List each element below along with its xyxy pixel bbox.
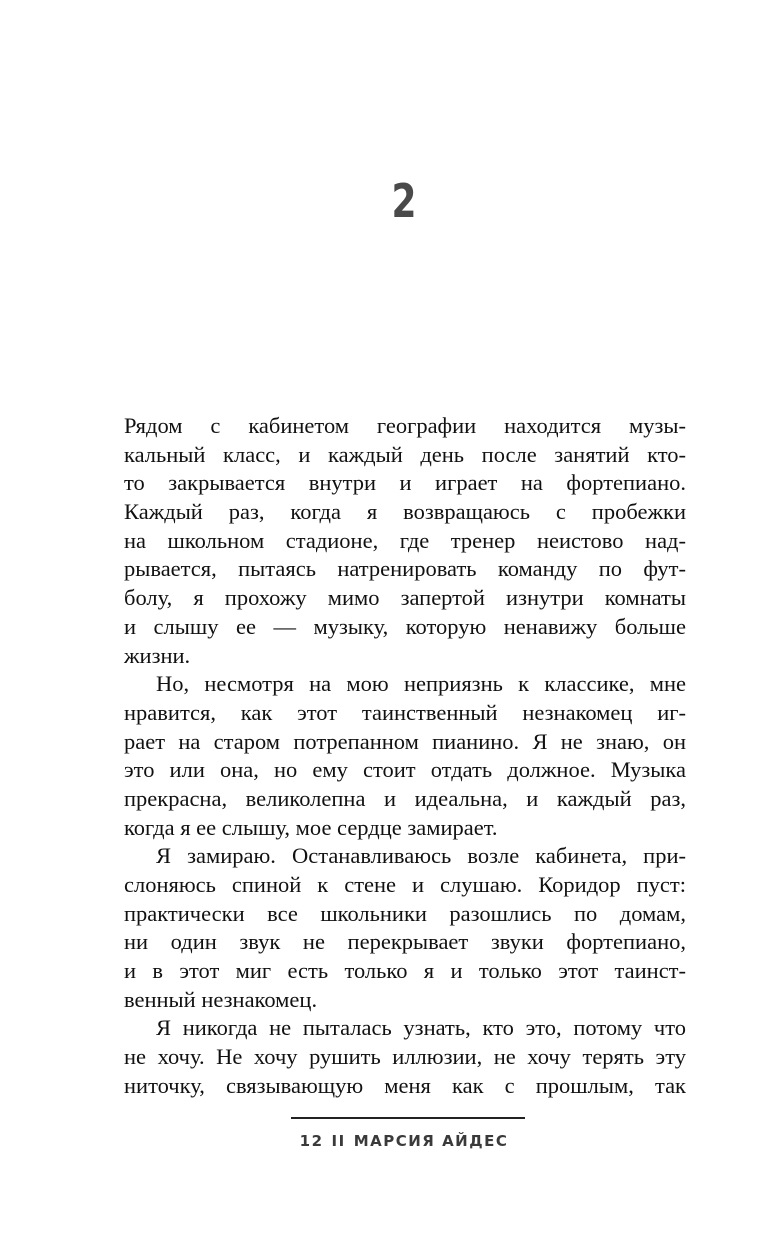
text-line: рывается, пытаясь натренировать команду по фут- xyxy=(124,556,686,582)
text-line: Каждый раз, когда я возвращаюсь с пробежки xyxy=(124,499,686,525)
text-line: и в этот миг есть только я и только этот таинст- xyxy=(124,958,686,984)
text-line: Рядом с кабинетом географии находится музы- xyxy=(124,413,686,438)
text-line: болу, я прохожу мимо запертой изнутри комнаты xyxy=(124,585,686,611)
text-line: нравится, как этот таинственный незнакомец иг- xyxy=(124,699,686,725)
text-line: рает на старом потрепанном пианино. Я не знаю, он xyxy=(124,728,686,754)
text-line: Но, несмотря на мою неприязнь к классике, мне xyxy=(156,671,686,697)
text-line: Я замираю. Останавливаюсь возле кабинета, при- xyxy=(156,843,686,869)
chapter-number: 2 xyxy=(391,174,417,228)
footer-divider xyxy=(291,1117,525,1119)
paragraph xyxy=(124,1014,686,1100)
author-name: МАРСИЯ АЙДЕС xyxy=(353,1132,509,1150)
text-line: на школьном стадионе, где тренер неистово над- xyxy=(124,527,686,553)
page-number: 12 xyxy=(299,1132,324,1150)
running-footer xyxy=(0,1132,768,1150)
text-line: жизни. xyxy=(124,642,191,668)
body-text xyxy=(124,412,686,1101)
text-line: не хочу. Не хочу рушить иллюзии, не хочу терять эту xyxy=(124,1044,686,1070)
text-line: кальный класс, и каждый день после занятий кто- xyxy=(124,441,686,467)
text-line: ни один звук не перекрывает звуки фортепиано, xyxy=(124,929,686,955)
text-line: то закрывается внутри и играет на фортепиано. xyxy=(124,470,686,496)
text-line: это или она, но ему стоит отдать должное. Музыка xyxy=(124,757,686,783)
text-line: Я никогда не пыталась узнать, кто это, потому что xyxy=(156,1015,686,1041)
text-line: ниточку, связывающую меня как с прошлым, так xyxy=(124,1072,686,1098)
text-line: и слышу ее — музыку, которую ненавижу больше xyxy=(124,613,686,639)
text-line: когда я ее слышу, мое сердце замирает. xyxy=(124,814,498,840)
text-line: слоняюсь спиной к стене и слушаю. Коридор пуст: xyxy=(124,872,686,897)
paragraph xyxy=(124,412,686,670)
paragraph xyxy=(124,670,686,842)
text-line: практически все школьники разошлись по домам, xyxy=(124,900,686,926)
text-line: венный незнакомец. xyxy=(124,986,318,1012)
paragraph xyxy=(124,842,686,1014)
footer-separator: II xyxy=(331,1132,346,1150)
text-line: прекрасна, великолепна и идеальна, и каждый раз, xyxy=(124,785,686,811)
